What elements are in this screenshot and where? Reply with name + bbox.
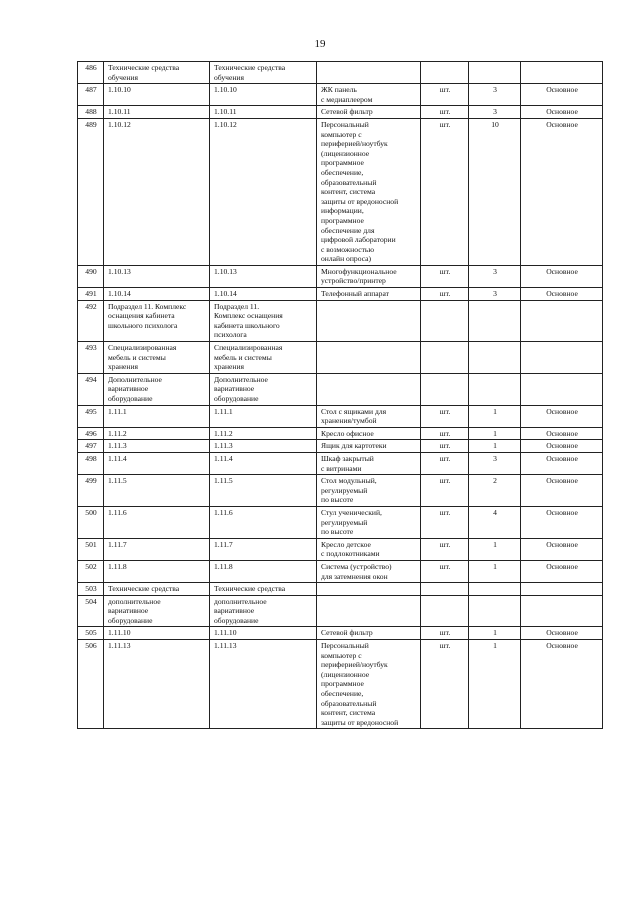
subsection-code-cell: 1.11.4 [210, 452, 317, 474]
subsection-code-cell: 1.11.8 [210, 560, 317, 582]
table-row [78, 265, 603, 287]
quantity-cell: 1 [469, 627, 521, 640]
equipment-type-cell: Основное [521, 506, 603, 538]
table-row [78, 560, 603, 582]
section-code-cell: Технические средства обучения [104, 62, 210, 84]
equipment-type-cell: Основное [521, 288, 603, 301]
table-row [78, 475, 603, 507]
table-row [78, 506, 603, 538]
row-number-cell: 501 [78, 538, 104, 560]
unit-cell: шт. [421, 440, 469, 453]
unit-cell: шт. [421, 84, 469, 106]
subsection-code-cell: Подраздел 11. Комплекс оснащения кабинета школьного психолога [210, 300, 317, 341]
equipment-type-cell: Основное [521, 560, 603, 582]
unit-cell: шт. [421, 106, 469, 119]
row-number-cell: 499 [78, 475, 104, 507]
section-code-cell: Специализированная мебель и системы хранения [104, 342, 210, 374]
table-row [78, 583, 603, 596]
equipment-type-cell: Основное [521, 452, 603, 474]
subsection-code-cell: Дополнительное вариативное оборудование [210, 373, 317, 405]
quantity-cell: 1 [469, 440, 521, 453]
quantity-cell: 2 [469, 475, 521, 507]
unit-cell: шт. [421, 538, 469, 560]
unit-cell: шт. [421, 475, 469, 507]
subsection-code-cell: 1.10.10 [210, 84, 317, 106]
table-row [78, 627, 603, 640]
quantity-cell: 3 [469, 106, 521, 119]
subsection-code-cell: 1.11.13 [210, 640, 317, 729]
equipment-type-cell: Основное [521, 84, 603, 106]
page-number: 19 [314, 38, 326, 50]
row-number-cell: 493 [78, 342, 104, 374]
table-row [78, 300, 603, 341]
subsection-code-cell: 1.10.11 [210, 106, 317, 119]
equipment-type-cell: Основное [521, 538, 603, 560]
row-number-cell: 506 [78, 640, 104, 729]
table-row [78, 640, 603, 729]
equipment-type-cell [521, 300, 603, 341]
table-row [78, 342, 603, 374]
item-name-cell: ЖК панель с медиаплеером [317, 84, 421, 106]
subsection-code-cell: 1.11.7 [210, 538, 317, 560]
table-row [78, 118, 603, 265]
section-code-cell: 1.11.8 [104, 560, 210, 582]
section-code-cell: 1.11.5 [104, 475, 210, 507]
unit-cell [421, 595, 469, 627]
item-name-cell: Шкаф закрытый с витринами [317, 452, 421, 474]
table-row [78, 538, 603, 560]
subsection-code-cell: 1.10.12 [210, 118, 317, 265]
equipment-type-cell: Основное [521, 106, 603, 119]
equipment-type-cell: Основное [521, 627, 603, 640]
section-code-cell: 1.10.12 [104, 118, 210, 265]
section-code-cell: 1.11.2 [104, 427, 210, 440]
row-number-cell: 503 [78, 583, 104, 596]
unit-cell: шт. [421, 405, 469, 427]
quantity-cell [469, 373, 521, 405]
section-code-cell: 1.11.13 [104, 640, 210, 729]
unit-cell: шт. [421, 452, 469, 474]
subsection-code-cell: 1.10.13 [210, 265, 317, 287]
table-body [78, 62, 603, 729]
equipment-type-cell [521, 62, 603, 84]
equipment-type-cell [521, 595, 603, 627]
row-number-cell: 488 [78, 106, 104, 119]
row-number-cell: 497 [78, 440, 104, 453]
table-row [78, 373, 603, 405]
unit-cell [421, 62, 469, 84]
quantity-cell: 4 [469, 506, 521, 538]
section-code-cell: 1.11.7 [104, 538, 210, 560]
table-row [78, 405, 603, 427]
equipment-type-cell: Основное [521, 405, 603, 427]
row-number-cell: 498 [78, 452, 104, 474]
item-name-cell: Кресло офисное [317, 427, 421, 440]
item-name-cell: Система (устройство) для затемнения окон [317, 560, 421, 582]
item-name-cell: Кресло детское с подлокотниками [317, 538, 421, 560]
section-code-cell: 1.11.4 [104, 452, 210, 474]
quantity-cell: 1 [469, 640, 521, 729]
row-number-cell: 487 [78, 84, 104, 106]
subsection-code-cell: 1.11.3 [210, 440, 317, 453]
quantity-cell [469, 62, 521, 84]
section-code-cell: 1.11.1 [104, 405, 210, 427]
quantity-cell: 3 [469, 288, 521, 301]
quantity-cell: 10 [469, 118, 521, 265]
item-name-cell [317, 373, 421, 405]
quantity-cell [469, 595, 521, 627]
unit-cell: шт. [421, 640, 469, 729]
equipment-type-cell: Основное [521, 265, 603, 287]
unit-cell: шт. [421, 560, 469, 582]
quantity-cell: 3 [469, 452, 521, 474]
section-code-cell: 1.11.10 [104, 627, 210, 640]
unit-cell: шт. [421, 427, 469, 440]
subsection-code-cell: 1.10.14 [210, 288, 317, 301]
row-number-cell: 500 [78, 506, 104, 538]
quantity-cell: 3 [469, 265, 521, 287]
table-row [78, 427, 603, 440]
subsection-code-cell: 1.11.6 [210, 506, 317, 538]
subsection-code-cell: Специализированная мебель и системы хранения [210, 342, 317, 374]
unit-cell: шт. [421, 506, 469, 538]
section-code-cell: 1.10.14 [104, 288, 210, 301]
row-number-cell: 496 [78, 427, 104, 440]
item-name-cell: Персональный компьютер с периферией/ноутбук (лицензионное программное обеспечение, образовательный контент, система защиты от вредоносной информации, программное обеспечение для цифровой лаборатории с возможностью онлайн опроса) [317, 118, 421, 265]
table-row [78, 452, 603, 474]
table-row [78, 595, 603, 627]
item-name-cell [317, 583, 421, 596]
subsection-code-cell: 1.11.1 [210, 405, 317, 427]
equipment-table [77, 61, 603, 729]
equipment-type-cell: Основное [521, 427, 603, 440]
item-name-cell: Стол с ящиками для хранения/тумбой [317, 405, 421, 427]
section-code-cell: Технические средства [104, 583, 210, 596]
unit-cell [421, 342, 469, 374]
table-row [78, 106, 603, 119]
row-number-cell: 502 [78, 560, 104, 582]
item-name-cell: Стул ученический, регулируемый по высоте [317, 506, 421, 538]
table-row [78, 84, 603, 106]
unit-cell [421, 300, 469, 341]
unit-cell [421, 373, 469, 405]
quantity-cell: 3 [469, 84, 521, 106]
section-code-cell: 1.10.13 [104, 265, 210, 287]
quantity-cell [469, 300, 521, 341]
item-name-cell: Стол модульный, регулируемый по высоте [317, 475, 421, 507]
row-number-cell: 495 [78, 405, 104, 427]
quantity-cell: 1 [469, 405, 521, 427]
unit-cell [421, 583, 469, 596]
item-name-cell [317, 342, 421, 374]
equipment-type-cell: Основное [521, 118, 603, 265]
equipment-type-cell [521, 373, 603, 405]
quantity-cell [469, 583, 521, 596]
row-number-cell: 491 [78, 288, 104, 301]
row-number-cell: 492 [78, 300, 104, 341]
subsection-code-cell: 1.11.10 [210, 627, 317, 640]
section-code-cell: Подраздел 11. Комплекс оснащения кабинета школьного психолога [104, 300, 210, 341]
unit-cell: шт. [421, 265, 469, 287]
item-name-cell: Персональный компьютер с периферией/ноутбук (лицензионное программное обеспечение, образовательный контент, система защиты от вредоносной [317, 640, 421, 729]
quantity-cell: 1 [469, 538, 521, 560]
row-number-cell: 490 [78, 265, 104, 287]
section-code-cell: 1.11.3 [104, 440, 210, 453]
section-code-cell: дополнительное вариативное оборудование [104, 595, 210, 627]
section-code-cell: 1.10.11 [104, 106, 210, 119]
subsection-code-cell: дополнительное вариативное оборудование [210, 595, 317, 627]
equipment-type-cell [521, 583, 603, 596]
item-name-cell [317, 300, 421, 341]
equipment-type-cell [521, 342, 603, 374]
subsection-code-cell: Технические средства обучения [210, 62, 317, 84]
quantity-cell: 1 [469, 427, 521, 440]
section-code-cell: 1.11.6 [104, 506, 210, 538]
equipment-type-cell: Основное [521, 640, 603, 729]
subsection-code-cell: 1.11.2 [210, 427, 317, 440]
item-name-cell: Сетевой фильтр [317, 627, 421, 640]
item-name-cell: Телефонный аппарат [317, 288, 421, 301]
section-code-cell: 1.10.10 [104, 84, 210, 106]
item-name-cell: Ящик для картотеки [317, 440, 421, 453]
quantity-cell: 1 [469, 560, 521, 582]
row-number-cell: 494 [78, 373, 104, 405]
row-number-cell: 505 [78, 627, 104, 640]
row-number-cell: 504 [78, 595, 104, 627]
unit-cell: шт. [421, 627, 469, 640]
row-number-cell: 489 [78, 118, 104, 265]
item-name-cell: Многофункциональное устройство/принтер [317, 265, 421, 287]
quantity-cell [469, 342, 521, 374]
subsection-code-cell: Технические средства [210, 583, 317, 596]
table-row [78, 62, 603, 84]
item-name-cell: Сетевой фильтр [317, 106, 421, 119]
item-name-cell [317, 595, 421, 627]
subsection-code-cell: 1.11.5 [210, 475, 317, 507]
unit-cell: шт. [421, 118, 469, 265]
equipment-type-cell: Основное [521, 440, 603, 453]
table-row [78, 288, 603, 301]
item-name-cell [317, 62, 421, 84]
equipment-type-cell: Основное [521, 475, 603, 507]
section-code-cell: Дополнительное вариативное оборудование [104, 373, 210, 405]
table-row [78, 440, 603, 453]
unit-cell: шт. [421, 288, 469, 301]
row-number-cell: 486 [78, 62, 104, 84]
